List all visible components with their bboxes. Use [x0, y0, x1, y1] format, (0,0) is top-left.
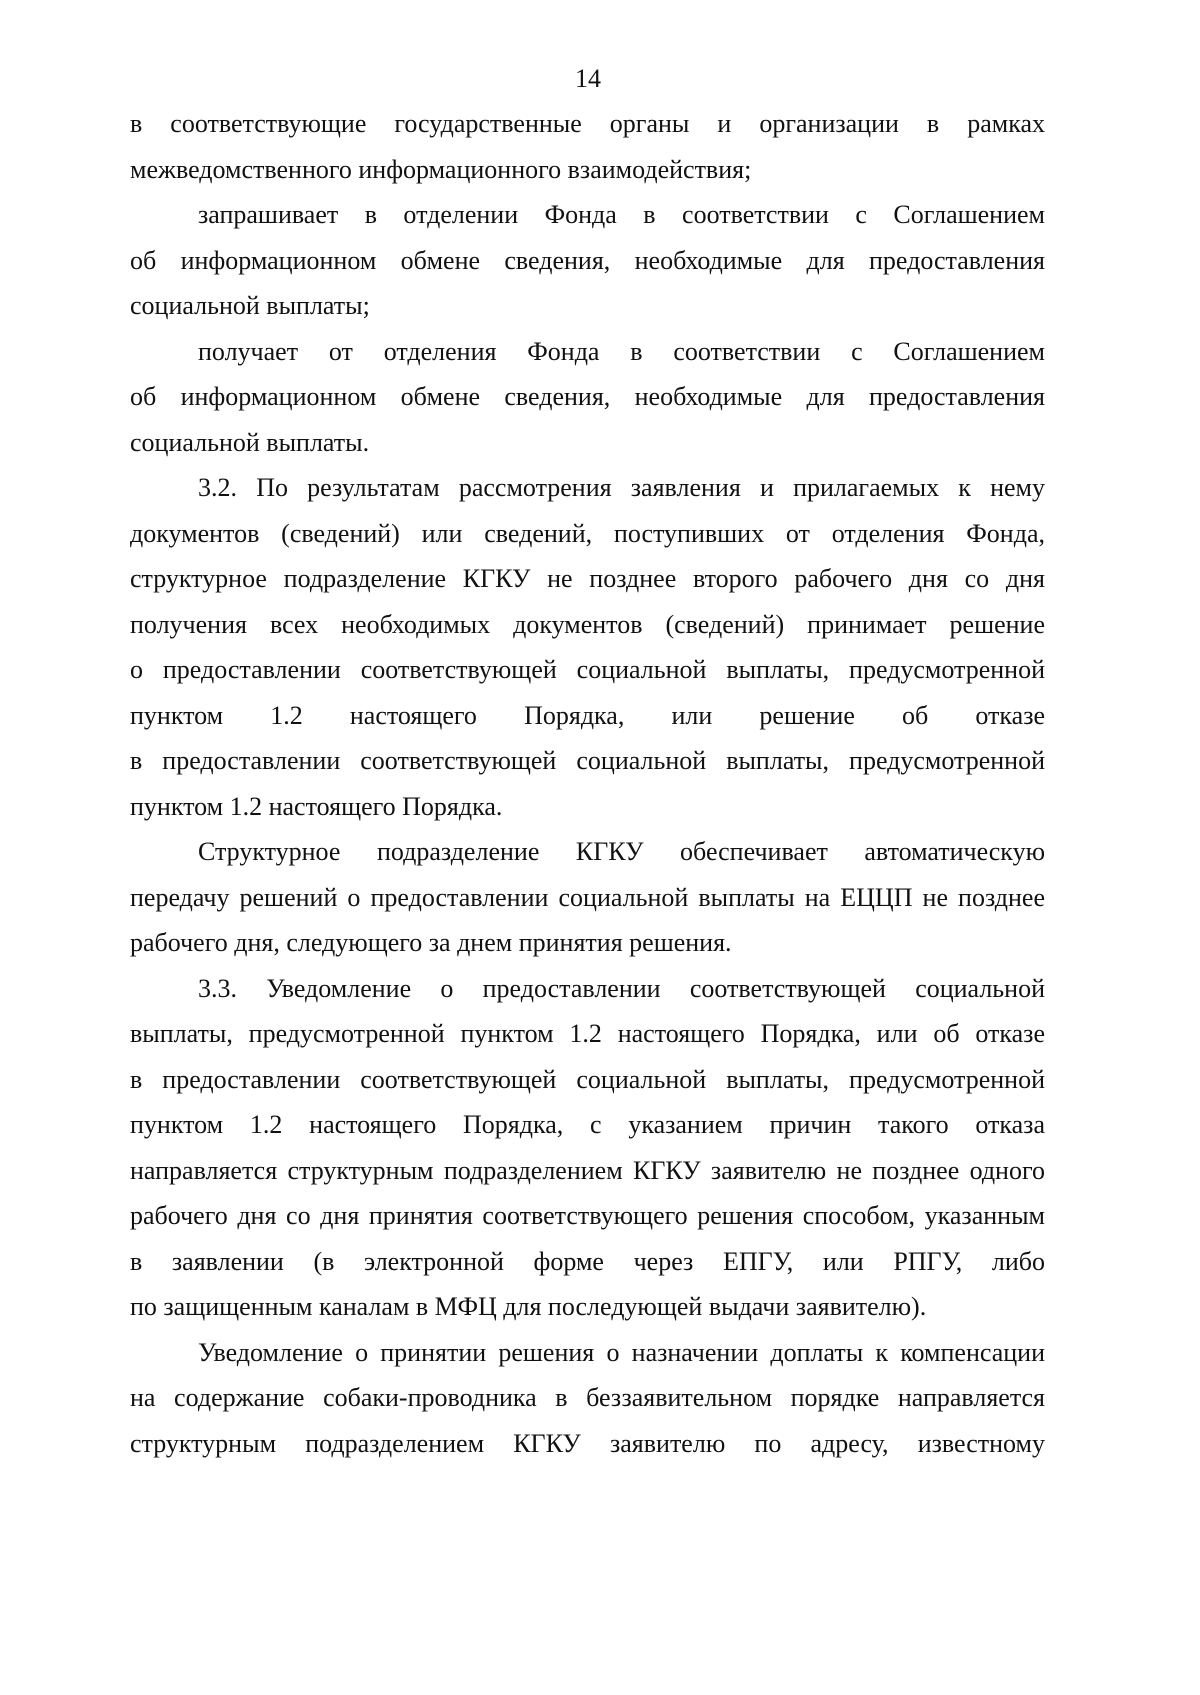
- text-line: Уведомление о принятии решения о назначении доплаты к компенсации: [198, 1337, 1045, 1367]
- text-line: документов (сведений) или сведений, поступивших от отделения Фонда,: [130, 518, 1045, 548]
- text-line: 3.2. По результатам рассмотрения заявления и прилагаемых к нему: [198, 473, 1045, 502]
- paragraph: [130, 829, 1045, 966]
- text-line: в предоставлении соответствующей социальной выплаты, предусмотренной: [130, 1064, 1045, 1094]
- text-line: запрашивает в отделении Фонда в соответствии с Соглашением: [198, 200, 1045, 229]
- text-line: по защищенным каналам в МФЦ для последующей выдачи заявителю).: [130, 1292, 927, 1321]
- document-body: [130, 101, 1045, 1466]
- paragraph: [130, 465, 1045, 829]
- text-line: пунктом 1.2 настоящего Порядка, с указанием причин такого отказа: [130, 1110, 1045, 1139]
- text-line: о предоставлении соответствующей социальной выплаты, предусмотренной: [130, 655, 1045, 684]
- paragraph: [130, 966, 1045, 1330]
- text-line: направляется структурным подразделением КГКУ заявителю не позднее одного: [130, 1155, 1045, 1185]
- page-number: 14: [575, 64, 601, 93]
- text-line: выплаты, предусмотренной пунктом 1.2 настоящего Порядка, или об отказе: [130, 1019, 1045, 1048]
- text-line: в заявлении (в электронной форме через ЕПГУ, или РПГУ, либо: [130, 1246, 1045, 1276]
- text-line: межведомственного информационного взаимодействия;: [130, 154, 752, 184]
- text-line: передачу решений о предоставлении социальной выплаты на ЕЦЦП не позднее: [130, 882, 1045, 912]
- text-line: получает от отделения Фонда в соответствии с Соглашением: [198, 336, 1045, 366]
- text-line: в соответствующие государственные органы и организации в рамках: [130, 109, 1045, 138]
- text-line: пунктом 1.2 настоящего Порядка.: [130, 791, 503, 821]
- paragraph: [130, 329, 1045, 466]
- text-line: структурным подразделением КГКУ заявителю по адресу, известному: [130, 1428, 1045, 1458]
- text-line: об информационном обмене сведения, необходимые для предоставления: [130, 245, 1045, 275]
- text-line: структурное подразделение КГКУ не позднее второго рабочего дня со дня: [130, 564, 1045, 593]
- text-line: 3.3. Уведомление о предоставлении соответствующей социальной: [198, 973, 1045, 1003]
- text-line: социальной выплаты.: [130, 427, 370, 457]
- text-line: на содержание собаки-проводника в беззаявительном порядке направляется: [130, 1383, 1045, 1412]
- text-line: об информационном обмене сведения, необходимые для предоставления: [130, 382, 1045, 411]
- text-line: социальной выплаты;: [130, 291, 370, 320]
- text-line: в предоставлении соответствующей социальной выплаты, предусмотренной: [130, 746, 1045, 775]
- text-line: рабочего дня, следующего за днем принятия решения.: [130, 928, 732, 957]
- text-line: пунктом 1.2 настоящего Порядка, или решение об отказе: [130, 700, 1045, 730]
- paragraph: [130, 192, 1045, 329]
- text-line: Структурное подразделение КГКУ обеспечивает автоматическую: [198, 837, 1045, 866]
- paragraph: [130, 101, 1045, 192]
- text-line: получения всех необходимых документов (сведений) принимает решение: [130, 609, 1045, 639]
- paragraph: [130, 1330, 1045, 1467]
- text-line: рабочего дня со дня принятия соответствующего решения способом, указанным: [130, 1201, 1045, 1230]
